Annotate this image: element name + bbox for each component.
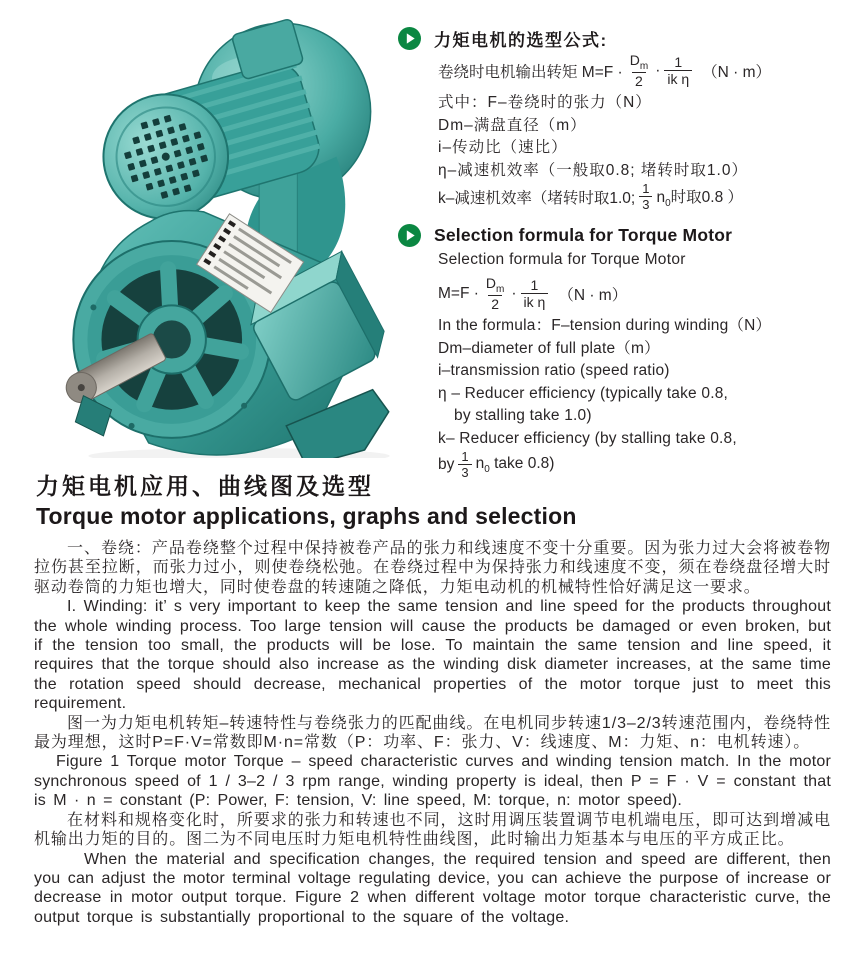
section-body bbox=[438, 50, 856, 212]
paragraph-en-figure1: Figure 1 Torque motor Torque – speed characteristic curves and winding tension match. In the motor synchronous speed of 1 / 3–2 / 3 rpm range, winding property is ideal, then P = F · V = constant that is M · n = constant (P: Power, F: tension, V: line speed, M: torque, n: motor speed). bbox=[34, 753, 831, 810]
formula-note: i–传动比（速比） bbox=[438, 139, 568, 156]
formula-note: k– Reducer efficiency (by stalling take 0.8, bbox=[438, 429, 737, 447]
formula-cn bbox=[438, 50, 856, 92]
formula-note: Dm–diameter of full plate（m） bbox=[438, 339, 660, 357]
formula-unit: （N · m） bbox=[558, 287, 628, 304]
fraction-1-ik: $\frac{1}{\text{ik η}}$ bbox=[521, 278, 549, 309]
formula-note: 式中：F–卷绕时的张力（N） bbox=[438, 94, 652, 111]
section-subtitle: Selection formula for Torque Motor bbox=[438, 251, 686, 268]
section-title-en: Selection formula for Torque Motor bbox=[434, 224, 733, 245]
torque-motor-photo bbox=[50, 6, 398, 458]
body-text bbox=[34, 539, 831, 927]
formula-column bbox=[398, 26, 856, 491]
formula-note: η – Reducer efficiency (typically take 0.8, bbox=[438, 384, 729, 402]
play-icon bbox=[398, 27, 421, 50]
section-header bbox=[398, 26, 856, 50]
section-body bbox=[438, 247, 856, 480]
formula-note-k: k–减速机效率（堵转时取1.0; $\frac{1}{3}$ $n_0$时取0.8 ） bbox=[438, 181, 744, 212]
formula-unit: （N · m） bbox=[702, 64, 772, 81]
torque-motor-illustration bbox=[50, 6, 398, 458]
dot-operator: · bbox=[655, 62, 661, 79]
fraction-1-3: $\frac{1}{3}$ bbox=[639, 182, 652, 211]
formula-note: i–transmission ratio (speed ratio) bbox=[438, 362, 670, 379]
paragraph-en-winding: I. Winding: it’ s very important to keep the same tension and line speed for the products throughout the whole winding process. Too large tension will cause the products be damaged or even broken, but if the tension too small, the products will be lose. To maintain the same tension and line speed, it requires that the torque should also increase as the winding disk diameter increases, at the same time the rotation speed should decrease, mechanical properties of the motor torque just to meet this requirement. bbox=[34, 598, 831, 713]
section-header bbox=[398, 223, 856, 247]
play-icon bbox=[398, 224, 421, 247]
section-formula-cn bbox=[398, 26, 856, 212]
section-formula-en bbox=[398, 223, 856, 480]
fraction-dm-2: $\frac{D_m}{2}$ bbox=[629, 52, 649, 90]
formula-prefix: 卷绕时电机输出转矩 M=F · bbox=[438, 64, 623, 81]
section-title-cn: 力矩电机的选型公式: bbox=[434, 30, 608, 50]
formula-note: by stalling take 1.0) bbox=[454, 407, 592, 424]
fraction-1-ik: $\frac{1}{\text{ik η}}$ bbox=[664, 55, 692, 86]
paragraph-en-voltage: When the material and specification changes, the required tension and speed are different, then you can adjust the motor terminal voltage regulating device, you can achieve the purpose of increase or decrease in motor output torque. Figure 2 when different voltage motor torque characteristic curve, the output torque is substantially proportional to the square of the voltage. bbox=[34, 850, 831, 926]
paragraph-cn-figure1: 图一为力矩电机转矩–转速特性与卷绕张力的匹配曲线。在电机同步转速1/3–2/3转速范围内，卷绕特性最为理想，这时P=F·V=常数即M·n=常数（P：功率、F：张力、V：线速度、M：力矩、n：电机转速）。 bbox=[34, 714, 831, 752]
fraction-dm-2: $\frac{D_m}{2}$ bbox=[485, 275, 505, 313]
page-title-en: Torque motor applications, graphs and selection bbox=[36, 503, 577, 529]
formula-note: In the formula：F–tension during winding（N） bbox=[438, 317, 772, 334]
formula-en bbox=[438, 273, 856, 315]
formula-prefix: M=F · bbox=[438, 285, 479, 302]
formula-note: Dm–满盘直径（m） bbox=[438, 116, 587, 134]
fraction-1-3: $\frac{1}{3}$ bbox=[458, 450, 471, 479]
page-heading bbox=[36, 468, 577, 530]
page-title-cn: 力矩电机应用、曲线图及选型 bbox=[36, 473, 374, 499]
paragraph-cn-voltage: 在材料和规格变化时，所要求的张力和转速也不同，这时用调压装置调节电机端电压，即可达到增减电机输出力矩的目的。图二为不同电压时力矩电机特性曲线图，此时输出力矩基本与电压的平方成正比。 bbox=[34, 811, 831, 849]
paragraph-cn-winding: 一、卷绕：产品卷绕整个过程中保持被卷产品的张力和线速度不变十分重要。因为张力过大会将被卷物拉伤甚至拉断，而张力过小，则使卷绕松弛。在卷绕过程中为保持张力和线速度不变，须在卷绕盘径增大时驱动卷筒的力矩也增大，同时使卷盘的转速随之降低，力矩电动机的机械特性恰好满足这一要求。 bbox=[34, 540, 831, 596]
formula-note: η–减速机效率（一般取0.8; 堵转时取1.0） bbox=[438, 161, 748, 179]
dot-operator: · bbox=[511, 285, 517, 302]
formula-note-k: by $\frac{1}{3}$ $n_0$ take 0.8) bbox=[438, 449, 555, 480]
